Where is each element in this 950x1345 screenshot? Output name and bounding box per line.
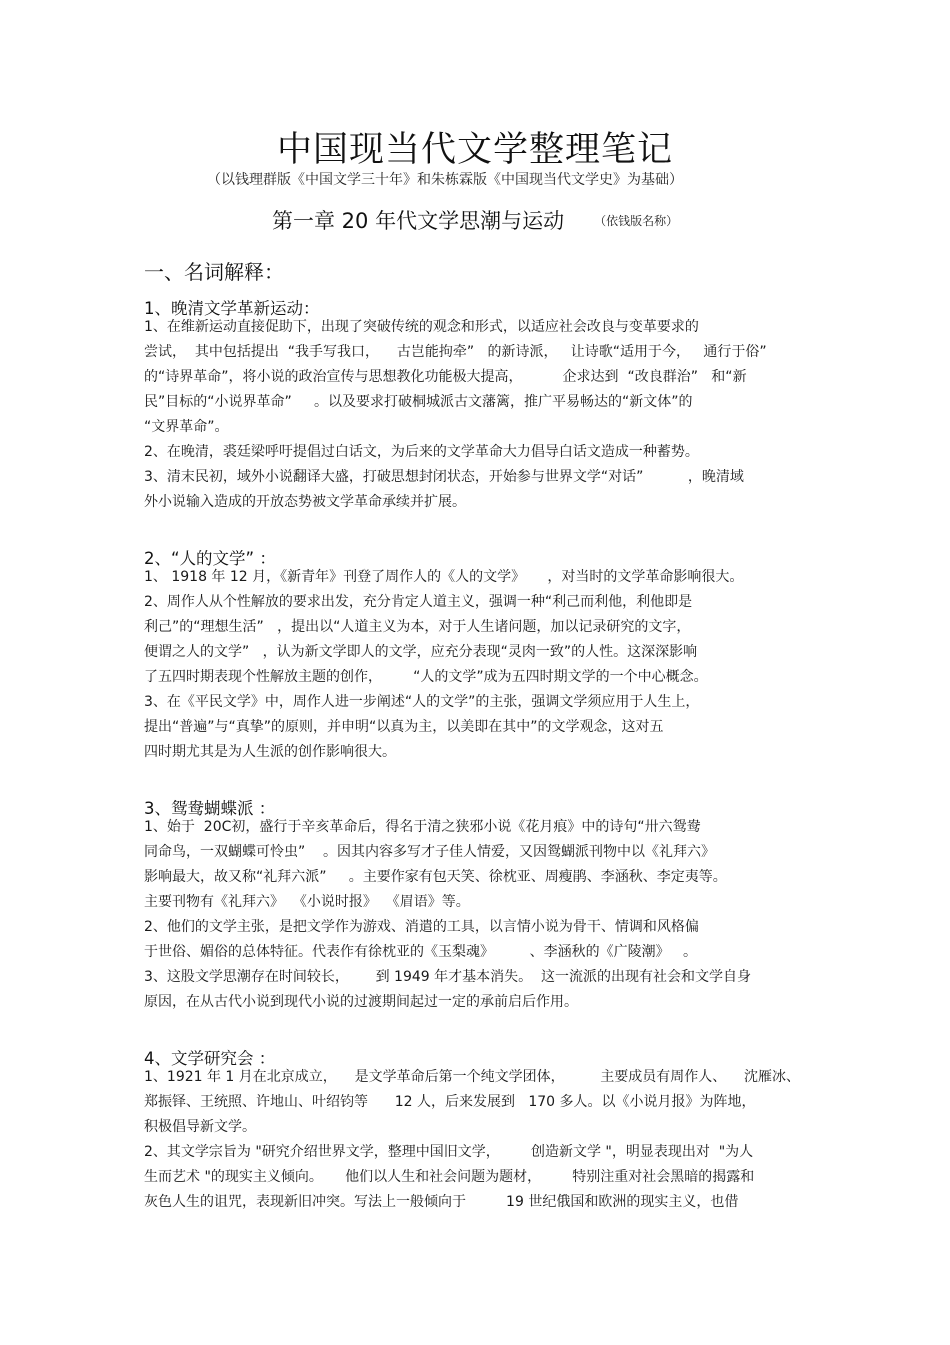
body-line: 3、这股文学思潮存在时间较长， 到 1949 年才基本消失。 这一流派的出现有社会和文学自身 [144,969,752,985]
body-line: 1、在维新运动直接促助下，出现了突破传统的观念和形式，以适应社会改良与变革要求的 [144,319,699,335]
body-line: 3、在《平民文学》中，周作人进一步阐述“人的文学”的主张，强调文学须应用于人生上， [144,694,700,710]
body-line: 提出“普遍”与“真挚”的原则，并申明“以真为主，以美即在其中”的文学观念，这对五 [144,719,664,735]
term-heading: 3、鸳鸯蝴蝶派 ： [144,799,276,818]
body-line: 2、在晚清，裘廷梁呼吁提倡过白话文，为后来的文学革命大力倡导白话文造成一种蓄势。 [144,444,699,460]
body-line: 外小说输入造成的开放态势被文学革命承续并扩展。 [144,494,466,510]
body-line: 影响最大，故又称“礼拜六派” 。主要作家有包天笑、徐枕亚、周瘦鹃、李涵秋、李定夷等。 [144,869,727,885]
page-subtitle: （以钱理群版《中国文学三十年》和朱栋霖版《中国现当代文学史》为基础） [207,172,683,188]
body-line: 积极倡导新文学。 [144,1119,256,1135]
body-line: 1、始于 20C初，盛行于辛亥革命后，得名于清之狭邪小说《花月痕》中的诗句“卅六鸳鸯 [144,819,701,835]
body-line: 2、周作人从个性解放的要求出发，充分肯定人道主义，强调一种“利己而利他，利他即是 [144,594,693,610]
chapter-heading [272,205,678,235]
body-line: 灰色人生的诅咒，表现新旧冲突。写法上一般倾向于 19 世纪俄国和欧洲的现实主义，也借 [144,1194,739,1210]
body-line: 1、 1918 年 12 月，《新青年》刊登了周作人的《人的文学》 ，对当时的文学革命影响很大。 [144,569,744,585]
term-heading: 2、“人的文学” ： [144,549,276,568]
body-line: 生而艺术 "的现实主义倾向。 他们以人生和社会问题为题材， 特别注重对社会黑暗的揭露和 [144,1169,755,1185]
body-line: 四时期尤其是为人生派的创作影响很大。 [144,744,396,760]
term-heading: 4、文学研究会 ： [144,1049,276,1068]
body-line: 2、他们的文学主张，是把文学作为游戏、消遣的工具，以言情小说为骨干、情调和风格偏 [144,919,699,935]
body-line: 了五四时期表现个性解放主题的创作， “人的文学”成为五四时期文学的一个中心概念。 [144,669,708,685]
chapter-note: （依钱版名称） [594,214,679,228]
body-line: 于世俗、媚俗的总体特征。代表作有徐枕亚的《玉梨魂》 、李涵秋的《广陵潮》 。 [144,944,697,960]
body-line: 2、其文学宗旨为 "研究介绍世界文学，整理中国旧文学， 创造新文学 "，明显表现出对 "为人 [144,1144,754,1160]
body-line: “文界革命”。 [144,419,229,435]
body-line: 原因，在从古代小说到现代小说的过渡期间起过一定的承前启后作用。 [144,994,578,1010]
body-line: 的“诗界革命”，将小说的政治宣传与思想教化功能极大提高， 企求达到 “改良群治” 和“新 [144,369,747,385]
body-line: 便谓之人的文学” ，认为新文学即人的文学，应充分表现“灵肉一致”的人性。这深深影响 [144,644,698,660]
body-line: 郑振铎、王统照、许地山、叶绍钧等 12 人，后来发展到 170 多人。以《小说月报》为阵地， [144,1094,756,1110]
body-line: 民”目标的“小说界革命” 。以及要求打破桐城派古文藩篱，推广平易畅达的“新文体”的 [144,394,693,410]
body-line: 主要刊物有《礼拜六》 《小说时报》 《眉语》等。 [144,894,470,910]
chapter-title: 第一章 20 年代文学思潮与运动 [272,209,565,233]
body-line: 3、清末民初，域外小说翻译大盛，打破思想封闭状态，开始参与世界文学“对话” ，晚清域 [144,469,744,485]
body-line: 1、1921 年 1 月在北京成立， 是文学革命后第一个纯文学团体， 主要成员有周作人、 沈雁冰、 [144,1069,800,1085]
body-line: 同命鸟，一双蝴蝶可怜虫” 。因其内容多写才子佳人情爱，又因鸳蝴派刊物中以《礼拜六》 [144,844,716,860]
page-title: 中国现当代文学整理笔记 [276,130,673,170]
term-heading: 1、晚清文学革新运动： [144,299,320,318]
section-heading: 一、名词解释： [144,260,284,284]
body-line: 利己”的“理想生活” ，提出以“人道主义为本，对于人生诸问题，加以记录研究的文字， [144,619,691,635]
body-line: 尝试， 其中包括提出 “我手写我口， 古岂能拘牵” 的新诗派， 让诗歌“适用于今， 通行于俗” [144,344,767,360]
